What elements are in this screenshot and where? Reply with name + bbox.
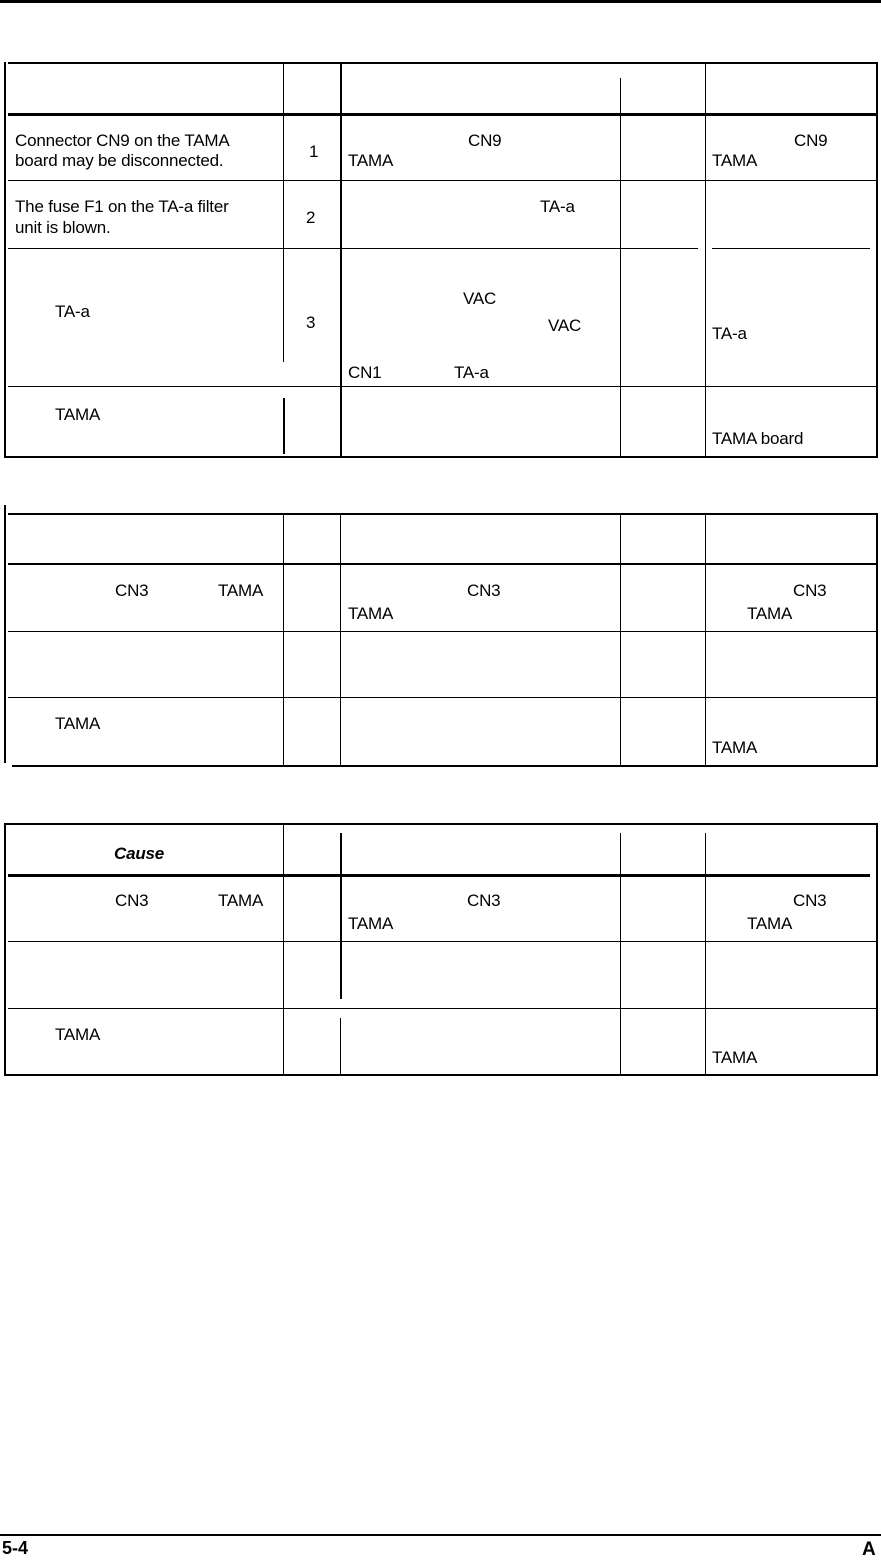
t3-col-divider [620,833,621,1076]
t3-col-divider [340,1018,341,1076]
solution-text: TAMA [712,151,758,170]
t3-bottom-border [4,1074,878,1076]
cause-text: TAMA [55,405,101,424]
page-number: 5-4 [2,1538,29,1558]
solution-text: TAMA board [712,429,804,448]
check-text: CN3 [467,891,501,910]
t3-col-divider [340,833,342,999]
cause-text: TAMA [55,1025,101,1044]
cause-text: CN3 [115,891,149,910]
t3-row-divider [8,941,878,942]
solution-text: CN3 [793,891,827,910]
cause-text: unit is blown. [15,218,111,237]
solution-text: TA-a [712,324,747,343]
footer-rule [0,1534,881,1536]
check-text: TAMA [348,151,394,170]
check-text: TA-a [454,363,489,382]
t3-col-divider [705,833,706,1076]
t3-right-border [876,823,878,1076]
step-number: 2 [306,208,316,227]
cause-text: TAMA [218,581,264,600]
cause-text: TAMA [55,714,101,733]
cause-text: The fuse F1 on the TA-a filter [15,197,229,216]
page-right-mark: A [862,1539,876,1560]
solution-text: TAMA [712,738,758,757]
cause-text: board may be disconnected. [15,151,224,170]
header-cause: Cause [114,844,165,863]
check-text: TA-a [540,197,575,216]
check-text: TAMA [348,604,394,623]
solution-text: TAMA [747,914,793,933]
t3-row-divider [8,1008,878,1009]
check-text: VAC [463,289,497,308]
solution-text: TAMA [747,604,793,623]
check-text: TAMA [348,914,394,933]
t3-col-divider [283,823,284,1076]
cause-text: Connector CN9 on the TAMA [15,131,230,150]
cause-text: TA-a [55,302,90,321]
step-number: 1 [309,142,319,161]
check-text: CN9 [468,131,502,150]
check-text: VAC [548,316,582,335]
t3-top-border [4,823,878,825]
solution-text: TAMA [712,1048,758,1067]
t3-left-border [4,823,6,1076]
cause-text: CN3 [115,581,149,600]
cause-text: TAMA [218,891,264,910]
solution-text: CN9 [794,131,828,150]
check-text: CN3 [467,581,501,600]
t3-header-border [8,874,870,877]
solution-text: CN3 [793,581,827,600]
check-text: CN1 [348,363,382,382]
step-number: 3 [306,313,316,332]
